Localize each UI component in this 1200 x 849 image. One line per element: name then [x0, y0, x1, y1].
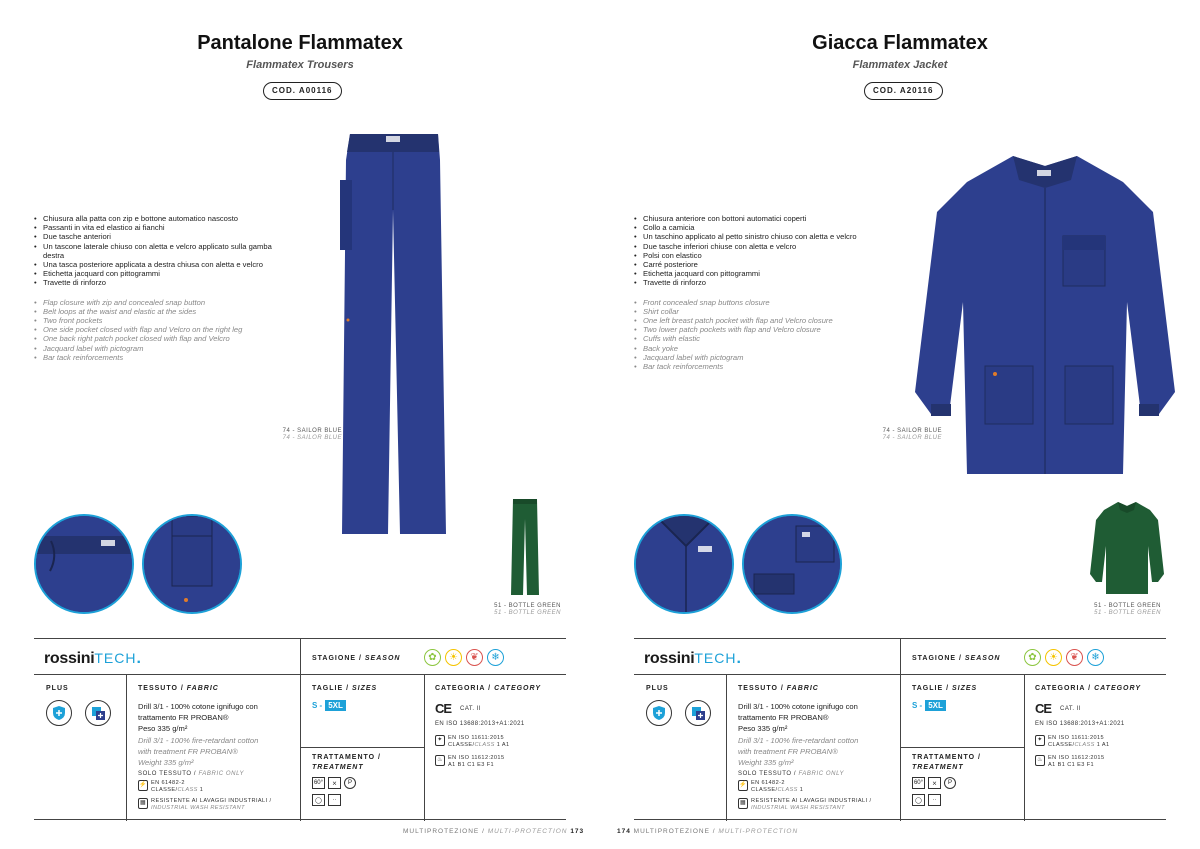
- feature-item: • Bar tack reinforcements: [34, 353, 284, 362]
- product-code-badge: COD. A20116: [864, 82, 943, 100]
- fabric-it-line: trattamento FR PROBAN®: [738, 713, 829, 722]
- feature-item: • Two front pockets: [34, 316, 284, 325]
- product-subtitle: Flammatex Jacket: [852, 59, 948, 71]
- fabric-description-it: [738, 701, 908, 734]
- fabric-en-line: with treatment FR PROBAN®: [138, 747, 238, 756]
- logo-main-text: rossini: [44, 650, 95, 667]
- ce-mark-icon: CE: [435, 701, 452, 716]
- waistband-detail-icon: [36, 516, 134, 614]
- norm-en11612: [435, 755, 504, 768]
- care-icons-row1: [912, 777, 956, 789]
- alt-color-it: 51 - BOTTLE GREEN: [494, 603, 561, 609]
- shield-plus-icon: [46, 700, 72, 726]
- iron-icon: ··: [328, 794, 341, 806]
- feature-list-it: [634, 214, 909, 288]
- wash-resistant-it: RESISTENTE AI LAVAGGI INDUSTRIALI /: [751, 798, 872, 804]
- page-number: 173: [570, 828, 585, 835]
- fabric-label-it: TESSUTO /: [138, 685, 184, 692]
- sizes-label-it: TAGLIE /: [312, 685, 350, 692]
- feature-item: • Carré posteriore: [634, 260, 909, 269]
- ce-category: CAT. II: [460, 706, 482, 712]
- jacket-green-thumbnail: [1090, 500, 1164, 596]
- feature-item: • Polsi con elastico: [634, 251, 909, 260]
- main-color-label: [841, 428, 942, 442]
- feature-item: • Jacquard label with pictogram: [34, 344, 284, 353]
- industrial-wash-icon: ▦: [738, 798, 748, 809]
- fabric-only-label: [138, 771, 244, 777]
- size-min: S -: [912, 701, 923, 710]
- norm-en11612: [1035, 755, 1104, 768]
- wash-temp-icon: 60°: [912, 777, 925, 789]
- alt-color-label: [1060, 603, 1161, 617]
- page-jacket: [600, 0, 1200, 849]
- footer-en: MULTI-PROTECTION: [487, 828, 568, 835]
- info-table: [34, 638, 566, 820]
- winter-icon: ❄: [1087, 649, 1104, 666]
- fabric-en-line: Weight 335 g/m²: [138, 758, 194, 767]
- norm-en11611-line1: EN ISO 11611:2015: [448, 735, 505, 741]
- category-label-en: CATEGORY: [1094, 685, 1142, 692]
- wash-resistant-en: INDUSTRIAL WASH RESISTANT: [751, 804, 845, 811]
- iron-icon: ··: [928, 794, 941, 806]
- feature-list: [634, 214, 909, 371]
- logo-main-text: rossini: [644, 650, 695, 667]
- product-title: Giacca Flammatex: [812, 32, 988, 54]
- industrial-wash-icon: ▦: [138, 798, 148, 809]
- feature-item: • Chiusura anteriore con bottoni automatici coperti: [634, 214, 909, 223]
- footer-it: MULTIPROTEZIONE: [633, 828, 710, 835]
- page-number: 174: [617, 828, 631, 835]
- brand-logo: [44, 650, 141, 668]
- care-icons-row1: [312, 777, 356, 789]
- feature-item: • Etichetta jacquard con pittogrammi: [34, 269, 284, 278]
- page-footer: MULTIPROTEZIONE / MULTI-PROTECTION 173: [403, 828, 585, 835]
- feature-item: • Travette di rinforzo: [34, 278, 284, 287]
- feature-list-en: [634, 298, 909, 372]
- norm-en11611-line1: EN ISO 11611:2015: [1048, 735, 1105, 741]
- spring-icon: ✿: [424, 649, 441, 666]
- fabric-it-line: Drill 3/1 - 100% cotone ignifugo con: [738, 702, 858, 711]
- feature-item: • One left breast patch pocket with flap and Velcro closure: [634, 316, 909, 325]
- main-color-en: 74 - SAILOR BLUE: [882, 435, 942, 441]
- feature-list-en: [34, 298, 284, 362]
- feature-item: • Cuffs with elastic: [634, 334, 909, 343]
- no-bleach-icon: ⨯: [928, 777, 941, 789]
- main-color-en: 74 - SAILOR BLUE: [282, 435, 342, 441]
- fabric-description-en: [138, 735, 308, 768]
- autumn-icon: ❦: [466, 649, 483, 666]
- arc-flash-icon: ⚡: [738, 780, 748, 791]
- feature-item: • Back yoke: [634, 344, 909, 353]
- norm-en61482-class-en: CLASS: [777, 786, 798, 793]
- treatment-label-it: TRATTAMENTO /: [912, 754, 981, 761]
- category-label-it: CATEGORIA /: [1035, 685, 1092, 692]
- plus-label: PLUS: [46, 685, 69, 692]
- size-max: 5XL: [925, 700, 946, 711]
- norm-en61482-line1: EN 61482-2: [751, 780, 785, 786]
- brand-logo: [644, 650, 741, 668]
- no-bleach-icon: ⨯: [328, 777, 341, 789]
- flame-icon: ♨: [1035, 755, 1045, 766]
- alt-color-it: 51 - BOTTLE GREEN: [1094, 603, 1161, 609]
- wash-temp-icon: 60°: [312, 777, 325, 789]
- cuff-detail-icon: [744, 516, 842, 614]
- detail-zoom-collar: [634, 514, 734, 614]
- feature-item: • Jacquard label with pictogram: [634, 353, 909, 362]
- fabric-it-line: trattamento FR PROBAN®: [138, 713, 229, 722]
- category-label-it: CATEGORIA /: [435, 685, 492, 692]
- logo-dot: .: [736, 650, 741, 667]
- wash-resistant: [138, 798, 271, 811]
- logo-tech-text: TECH: [94, 650, 137, 666]
- fabric-only-en: FABRIC ONLY: [198, 771, 245, 777]
- fabric-it-line: Drill 3/1 - 100% cotone ignifugo con: [138, 702, 258, 711]
- feature-item: • Un tascone laterale chiuso con aletta e velcro applicato sulla gamba destra: [34, 242, 284, 260]
- product-title: Pantalone Flammatex: [197, 32, 403, 54]
- welding-icon: ✦: [1035, 735, 1045, 746]
- main-color-it: 74 - SAILOR BLUE: [882, 428, 942, 434]
- dry-clean-p-icon: P: [944, 777, 956, 789]
- treatment-label-it: TRATTAMENTO /: [312, 754, 381, 761]
- main-color-label: [240, 428, 342, 442]
- fabric-label: [138, 685, 219, 692]
- spring-icon: ✿: [1024, 649, 1041, 666]
- layers-plus-icon: [685, 700, 711, 726]
- norm-en61482: [738, 780, 803, 793]
- fabric-label-en: FABRIC: [186, 685, 219, 692]
- fabric-label: [738, 685, 819, 692]
- detail-zoom-cuff: [742, 514, 842, 614]
- feature-item: • Due tasche anteriori: [34, 232, 284, 241]
- feature-item: • Bar tack reinforcements: [634, 362, 909, 371]
- fabric-label-en: FABRIC: [786, 685, 819, 692]
- norm-en11611-class-en: CLASS: [1074, 741, 1095, 748]
- autumn-icon: ❦: [1066, 649, 1083, 666]
- fabric-en-line: with treatment FR PROBAN®: [738, 747, 838, 756]
- feature-list: [34, 214, 284, 362]
- fabric-only-it: SOLO TESSUTO /: [138, 771, 197, 777]
- size-range: [312, 700, 346, 711]
- feature-item: • Una tasca posteriore applicata a destra chiusa con aletta e velcro: [34, 260, 284, 269]
- season-label-en: SEASON: [364, 655, 401, 662]
- category-norm: EN ISO 13688:2013+A1:2021: [435, 721, 525, 727]
- feature-item: • Passanti in vita ed elastico ai fianchi: [34, 223, 284, 232]
- category-norm: EN ISO 13688:2013+A1:2021: [1035, 721, 1125, 727]
- alt-color-en: 51 - BOTTLE GREEN: [494, 610, 561, 616]
- ce-category: CAT. II: [1060, 706, 1082, 712]
- feature-item: • Flap closure with zip and concealed snap button: [34, 298, 284, 307]
- page-footer: 174 MULTIPROTEZIONE / MULTI-PROTECTION: [617, 828, 799, 835]
- info-table: [634, 638, 1166, 820]
- fabric-label-it: TESSUTO /: [738, 685, 784, 692]
- product-subtitle: Flammatex Trousers: [246, 59, 354, 71]
- category-label: [1035, 685, 1141, 692]
- treatment-label-en: TREATMENT: [312, 764, 364, 771]
- feature-item: • Due tasche inferiori chiuse con aletta e velcro: [634, 242, 909, 251]
- wash-resistant-it: RESISTENTE AI LAVAGGI INDUSTRIALI /: [151, 798, 272, 804]
- logo-tech-text: TECH: [694, 650, 737, 666]
- fabric-it-line: Peso 335 g/m²: [738, 724, 788, 733]
- sizes-label: [912, 685, 977, 692]
- norm-en61482-class-it: CLASSE/: [751, 786, 778, 793]
- treatment-label: [312, 753, 381, 773]
- norm-en61482-line1: EN 61482-2: [151, 780, 185, 786]
- fabric-only-label: [738, 771, 844, 777]
- season-label-it: STAGIONE /: [912, 655, 962, 662]
- norm-en11611-class-it: CLASSE/: [448, 741, 475, 748]
- feature-item: • Collo a camicia: [634, 223, 909, 232]
- norm-en11612-line1: EN ISO 11612:2015: [1048, 755, 1105, 761]
- shield-plus-icon: [646, 700, 672, 726]
- norm-en61482-class-val: 1: [199, 786, 204, 793]
- treatment-label: [912, 753, 981, 773]
- season-label-it: STAGIONE /: [312, 655, 362, 662]
- norm-en11611-class-val: 1 A1: [496, 741, 510, 748]
- fabric-only-en: FABRIC ONLY: [798, 771, 845, 777]
- norm-en11612-line2: A1 B1 C1 E3 F1: [1048, 761, 1095, 768]
- tumble-dry-icon: ◯: [912, 794, 925, 806]
- arc-flash-icon: ⚡: [138, 780, 148, 791]
- main-color-it: 74 - SAILOR BLUE: [282, 428, 342, 434]
- footer-en: MULTI-PROTECTION: [718, 828, 799, 835]
- norm-en11612-line2: A1 B1 C1 E3 F1: [448, 761, 495, 768]
- feature-item: • Travette di rinforzo: [634, 278, 909, 287]
- tumble-dry-icon: ◯: [312, 794, 325, 806]
- wash-resistant: [738, 798, 871, 811]
- feature-list-it: [34, 214, 284, 288]
- summer-icon: ☀: [1045, 649, 1062, 666]
- feature-item: • Shirt collar: [634, 307, 909, 316]
- sizes-label-en: SIZES: [352, 685, 378, 692]
- detail-zoom-side-pocket: [142, 514, 242, 614]
- trousers-green-thumbnail: [510, 497, 540, 597]
- norm-en11611-class-val: 1 A1: [1096, 741, 1110, 748]
- season-label: [912, 655, 1000, 662]
- feature-item: • Un taschino applicato al petto sinistro chiuso con aletta e velcro: [634, 232, 909, 241]
- footer-it: MULTIPROTEZIONE: [403, 828, 480, 835]
- season-icons: [1024, 649, 1104, 666]
- alt-color-label: [460, 603, 561, 617]
- care-icons-row2: [912, 794, 941, 806]
- sizes-label-it: TAGLIE /: [912, 685, 950, 692]
- size-min: S -: [312, 701, 323, 710]
- plus-label: PLUS: [646, 685, 669, 692]
- feature-item: • One side pocket closed with flap and Velcro on the right leg: [34, 325, 284, 334]
- jacket-image: [913, 152, 1177, 478]
- product-code-badge: COD. A00116: [263, 82, 342, 100]
- category-label: [435, 685, 541, 692]
- wash-resistant-en: INDUSTRIAL WASH RESISTANT: [151, 804, 245, 811]
- layers-plus-icon: [85, 700, 111, 726]
- feature-item: • Chiusura alla patta con zip e bottone automatico nascosto: [34, 214, 284, 223]
- norm-en61482-class-val: 1: [799, 786, 804, 793]
- logo-dot: .: [136, 650, 141, 667]
- season-icons: [424, 649, 504, 666]
- treatment-label-en: TREATMENT: [912, 764, 964, 771]
- detail-zoom-waistband: [34, 514, 134, 614]
- alt-color-en: 51 - BOTTLE GREEN: [1094, 610, 1161, 616]
- category-label-en: CATEGORY: [494, 685, 542, 692]
- collar-detail-icon: [636, 516, 734, 614]
- size-range: [912, 700, 946, 711]
- norm-en11611: [435, 735, 510, 748]
- fabric-it-line: Peso 335 g/m²: [138, 724, 188, 733]
- welding-icon: ✦: [435, 735, 445, 746]
- flame-icon: ♨: [435, 755, 445, 766]
- side-pocket-detail-icon: [144, 516, 242, 614]
- norm-en61482: [138, 780, 203, 793]
- fabric-description-en: [738, 735, 908, 768]
- norm-en61482-class-it: CLASSE/: [151, 786, 178, 793]
- fabric-en-line: Weight 335 g/m²: [738, 758, 794, 767]
- feature-item: • Front concealed snap buttons closure: [634, 298, 909, 307]
- dry-clean-p-icon: P: [344, 777, 356, 789]
- care-icons-row2: [312, 794, 341, 806]
- winter-icon: ❄: [487, 649, 504, 666]
- size-max: 5XL: [325, 700, 346, 711]
- fabric-en-line: Drill 3/1 - 100% fire-retardant cotton: [738, 736, 859, 745]
- season-label-en: SEASON: [964, 655, 1001, 662]
- sizes-label-en: SIZES: [952, 685, 978, 692]
- feature-item: • Belt loops at the waist and elastic at the sides: [34, 307, 284, 316]
- norm-en61482-class-en: CLASS: [177, 786, 198, 793]
- norm-en11611-class-en: CLASS: [474, 741, 495, 748]
- feature-item: • One back right patch pocket closed with flap and Velcro: [34, 334, 284, 343]
- norm-en11611: [1035, 735, 1110, 748]
- feature-item: • Etichetta jacquard con pittogrammi: [634, 269, 909, 278]
- norm-en11611-class-it: CLASSE/: [1048, 741, 1075, 748]
- ce-mark-icon: CE: [1035, 701, 1052, 716]
- norm-en11612-line1: EN ISO 11612:2015: [448, 755, 505, 761]
- fabric-en-line: Drill 3/1 - 100% fire-retardant cotton: [138, 736, 259, 745]
- sizes-label: [312, 685, 377, 692]
- fabric-only-it: SOLO TESSUTO /: [738, 771, 797, 777]
- trousers-image: [338, 130, 448, 542]
- feature-item: • Two lower patch pockets with flap and Velcro closure: [634, 325, 909, 334]
- summer-icon: ☀: [445, 649, 462, 666]
- fabric-description-it: [138, 701, 308, 734]
- season-label: [312, 655, 400, 662]
